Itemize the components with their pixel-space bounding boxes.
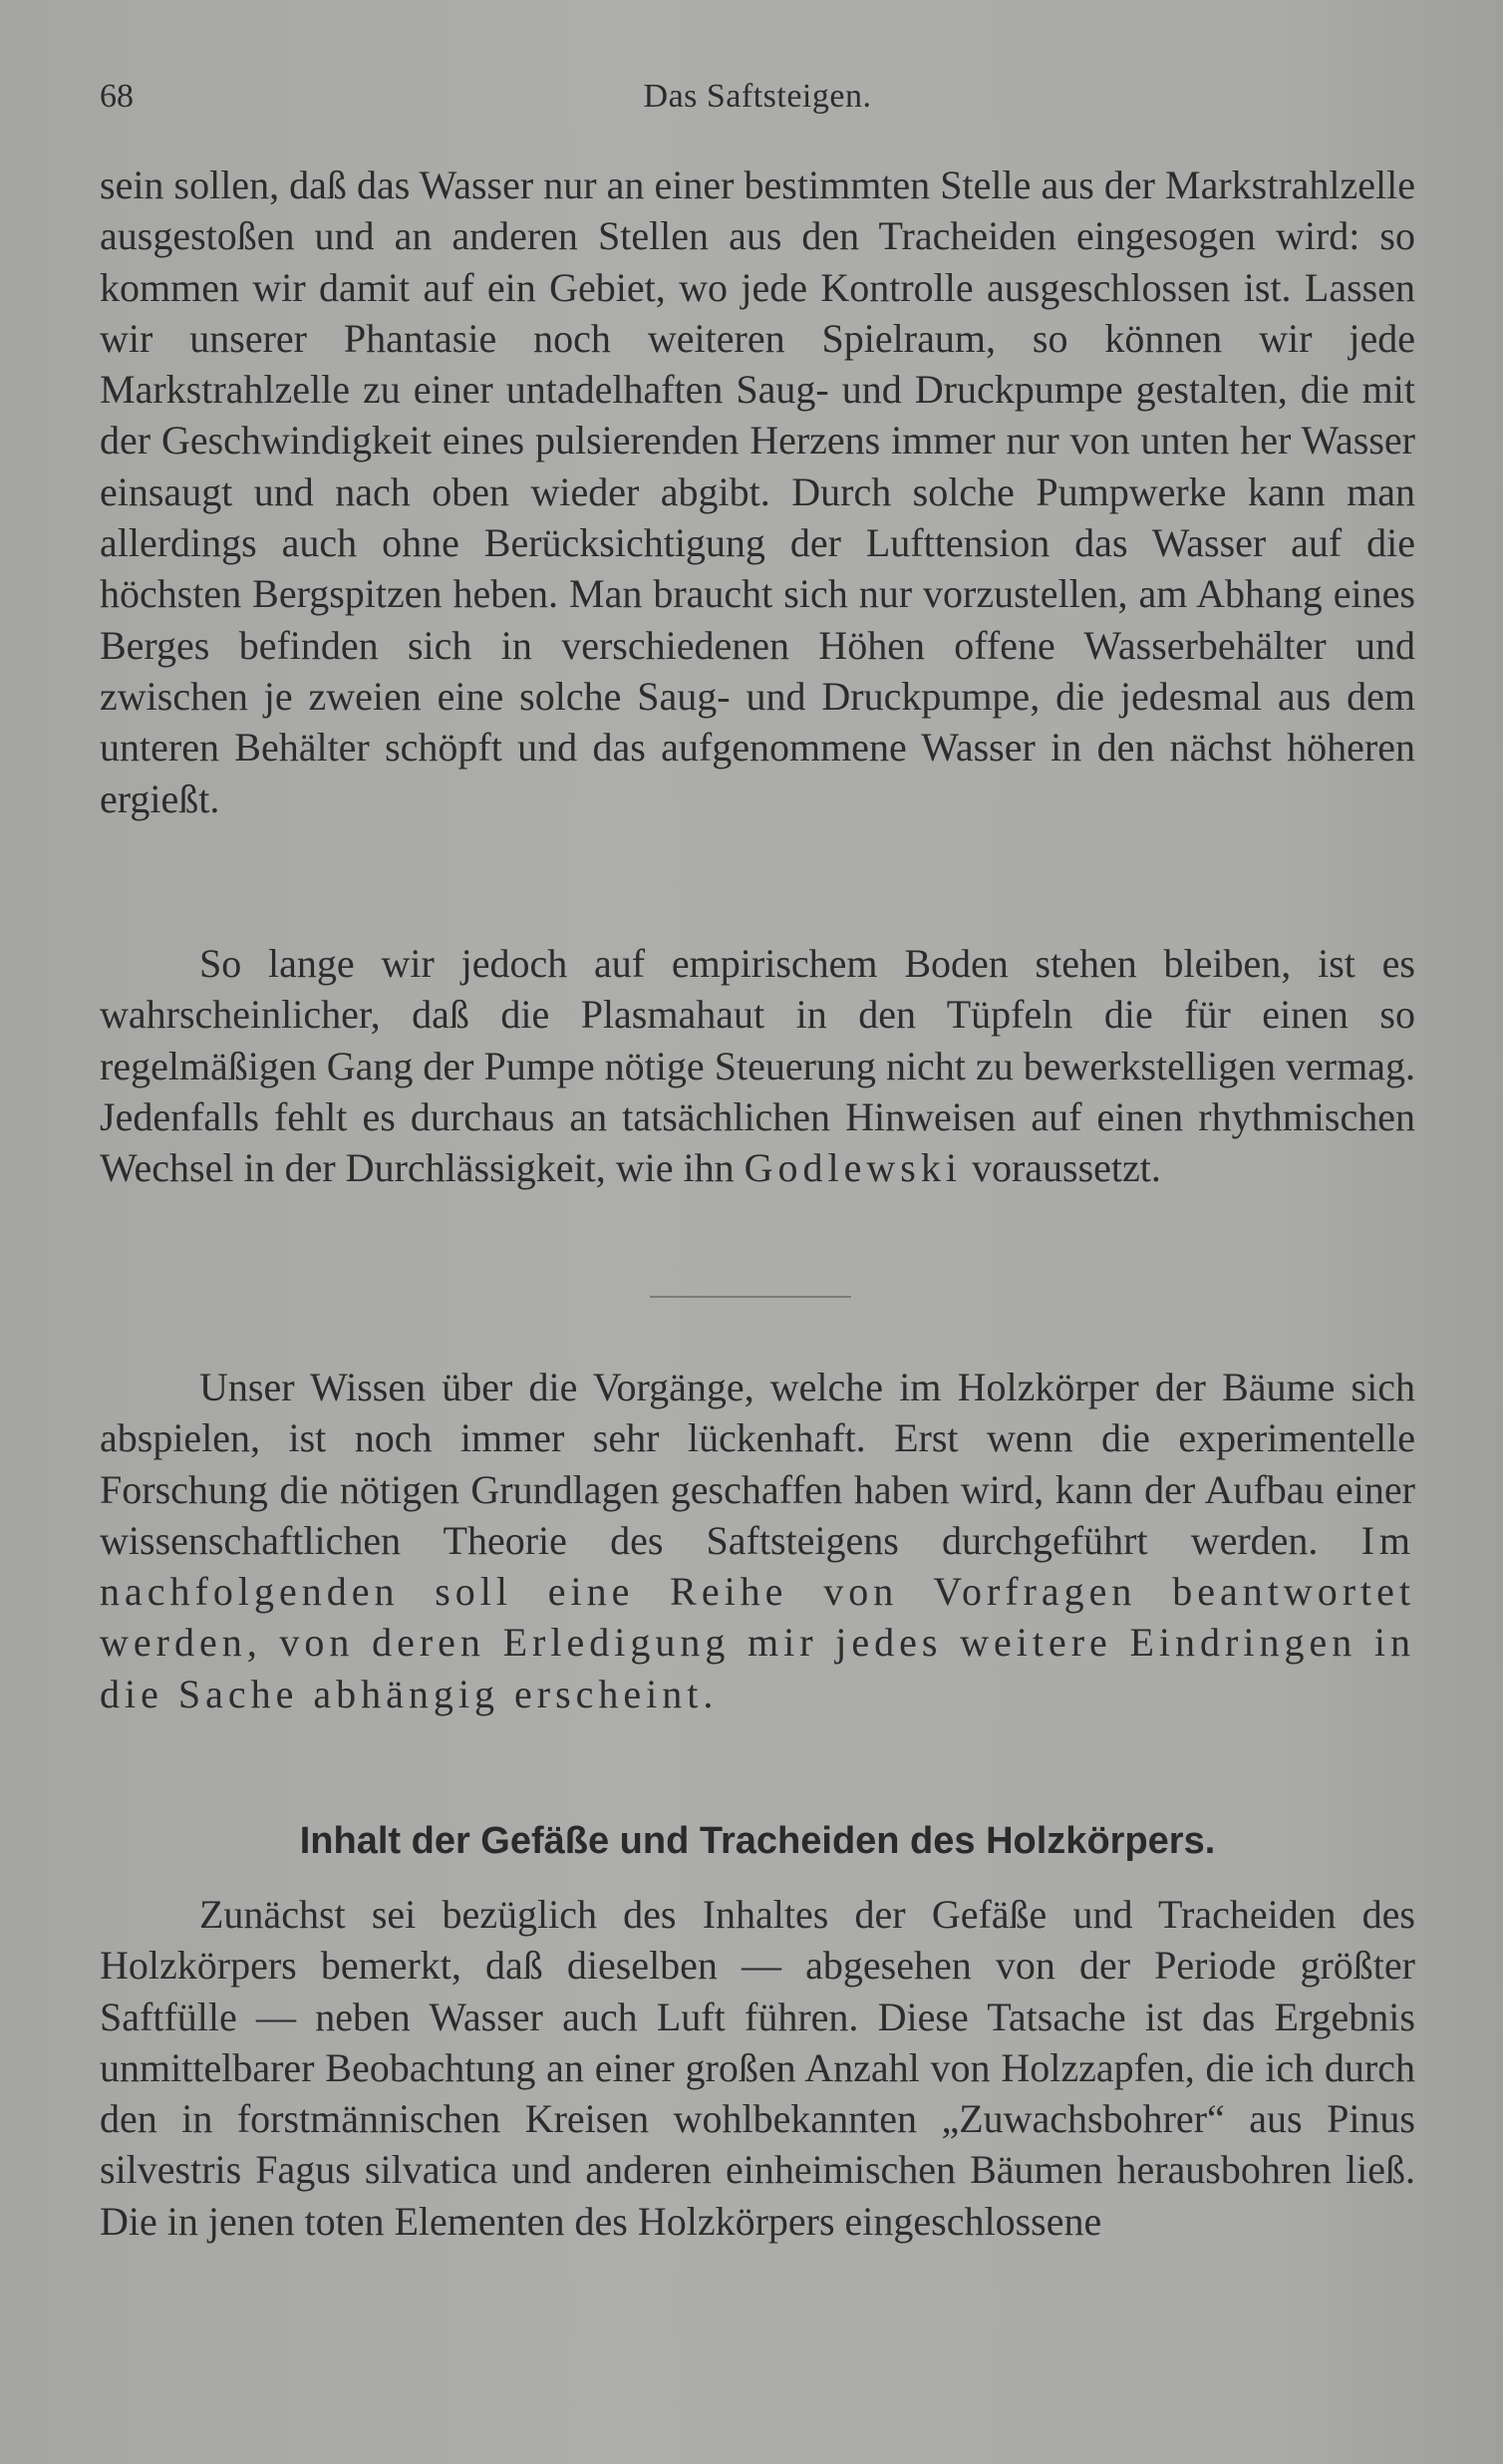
paragraph-3-text: Unser Wissen über die Vorgänge, welche im Holzkörper der Bäume sich abspielen, ist noch immer sehr lückenhaft. Erst wenn die experimentelle Forschung die nötigen Grundlagen geschaffen haben wird, kann der Aufbau einer wissenschaftlichen Theorie des Saftsteigens durchgeführt werden.	[100, 1365, 1415, 1563]
paragraph-1	[100, 159, 1415, 824]
running-title: Das Saftsteigen.	[643, 78, 872, 115]
paragraph-3-spaced-text: Im nachfolgenden soll eine Reihe von Vorfragen beantwortet werden, von deren Erledigung mir jedes weitere Eindringen in die Sache abhängig erscheint.	[100, 1517, 1415, 1716]
page-header	[100, 78, 1415, 122]
section-heading: Inhalt der Gefäße und Tracheiden des Holzkörpers.	[299, 1820, 1216, 1862]
paragraph-4-text: Zunächst sei bezüglich des Inhaltes der Gefäße und Tracheiden des Holzkörpers bemerkt, daß dieselben — abgesehen von der Periode größter Saftfülle — neben Wasser auch Luft führen. Diese Tatsache ist das Ergebnis unmittelbarer Beobachtung an einer großen Anzahl von Holzzapfen, die ich durch den in forstmännischen Kreisen wohlbekannten „Zuwachsbohrer“ aus Pinus silvestris Fagus silvatica und anderen einheimischen Bäumen herausbohren ließ. Die in jenen toten Elementen des Holzkörpers eingeschlossene	[100, 1892, 1415, 2244]
author-name-godlewski: Godlewski	[744, 1145, 962, 1191]
page-number: 68	[100, 78, 134, 115]
paragraph-1-text: sein sollen, daß das Wasser nur an einer bestimmten Stelle aus der Markstrahlzelle ausgestoßen und an anderen Stellen aus den Tracheiden eingesogen wird: so kommen wir damit auf ein Gebiet, wo jede Kontrolle ausgeschlossen ist. Lassen wir unserer Phantasie noch weiteren Spielraum, so können wir jede Markstrahlzelle zu einer untadelhaften Saug- und Druckpumpe gestalten, die mit der Geschwindigkeit eines pulsierenden Herzens immer nur von unten her Wasser einsaugt und nach oben wieder abgibt. Durch solche Pumpwerke kann man allerdings auch ohne Berücksichtigung der Lufttension das Wasser auf die höchsten Bergspitzen heben. Man braucht sich nur vorzustellen, am Abhang eines Berges befinden sich in verschiedenen Höhen offene Wasserbehälter und zwischen je zweien eine solche Saug- und Druckpumpe, die jedesmal aus dem unteren Behälter schöpft und das aufgenommene Wasser in den nächst höheren ergießt.	[100, 162, 1415, 821]
paragraph-2	[100, 938, 1415, 1193]
paragraph-4	[100, 1889, 1415, 2247]
paragraph-3	[100, 1362, 1415, 1719]
paragraph-2-text-a: So lange wir jedoch auf empirischem Boden stehen bleiben, ist es wahrscheinlicher, daß die Plasmahaut in den Tüpfeln die für einen so regelmäßigen Gang der Pumpe nötige Steuerung nicht zu bewerkstelligen vermag. Jedenfalls fehlt es durchaus an tatsächlichen Hinweisen auf einen rhythmischen Wechsel in der Durchlässigkeit, wie ihn	[100, 941, 1415, 1191]
section-divider	[650, 1296, 851, 1298]
paragraph-2-text-b: voraussetzt.	[961, 1145, 1161, 1191]
